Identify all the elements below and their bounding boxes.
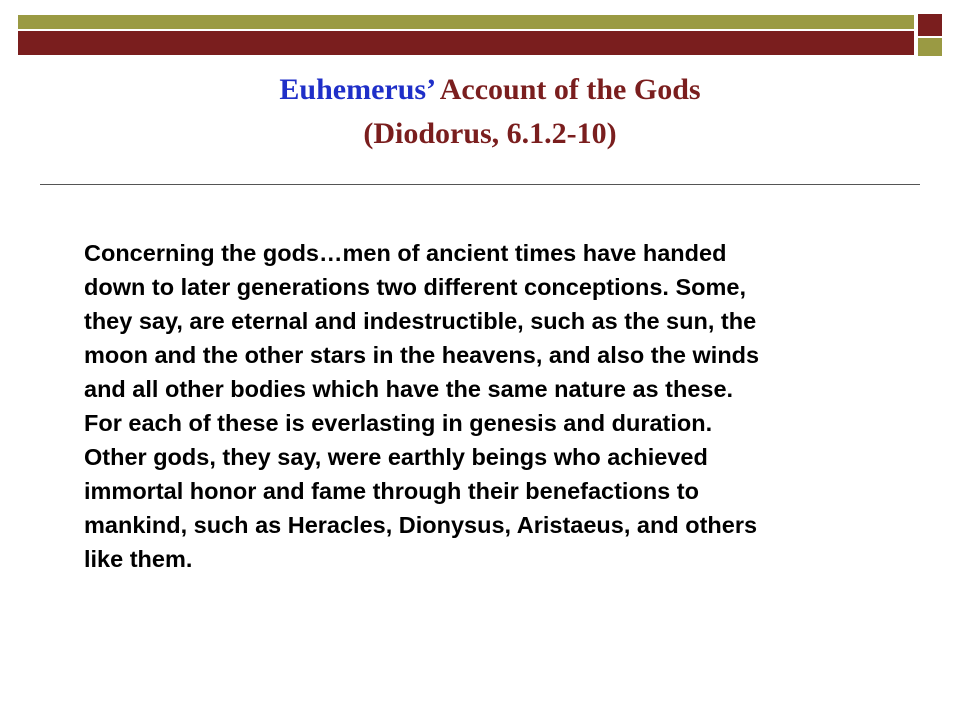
title-line <box>40 68 940 112</box>
quote-text <box>84 236 914 576</box>
quote-line: like them. <box>84 546 193 572</box>
slide-title <box>40 68 940 156</box>
quote-line: moon and the other stars in the heavens, and also the winds <box>84 342 760 368</box>
quote-line: they say, are eternal and indestructible, such as the sun, the <box>84 308 757 334</box>
quote-line: immortal honor and fame through their benefactions to <box>84 478 699 504</box>
quote-line: Other gods, they say, were earthly beings who achieved <box>84 444 708 470</box>
olive-bar <box>18 15 914 31</box>
quote-line: and all other bodies which have the same nature as these. <box>84 376 734 402</box>
quote-line: down to later generations two different conceptions. Some, <box>84 274 746 300</box>
title-divider <box>40 184 920 185</box>
corner-squares <box>918 14 942 56</box>
corner-square-olive <box>918 38 942 56</box>
title-rest: Account of the Gods <box>433 73 701 106</box>
top-decorative-band <box>18 15 914 57</box>
red-bar <box>18 31 914 55</box>
corner-square-red <box>918 14 942 36</box>
quote-line: For each of these is everlasting in genesis and duration. <box>84 410 713 436</box>
quote-line: Concerning the gods…men of ancient times have handed <box>84 240 727 266</box>
title-name: Euhemerus’ <box>279 73 434 106</box>
quote-line: mankind, such as Heracles, Dionysus, Aristaeus, and others <box>84 512 758 538</box>
title-subtitle: (Diodorus, 6.1.2-10) <box>363 117 617 150</box>
